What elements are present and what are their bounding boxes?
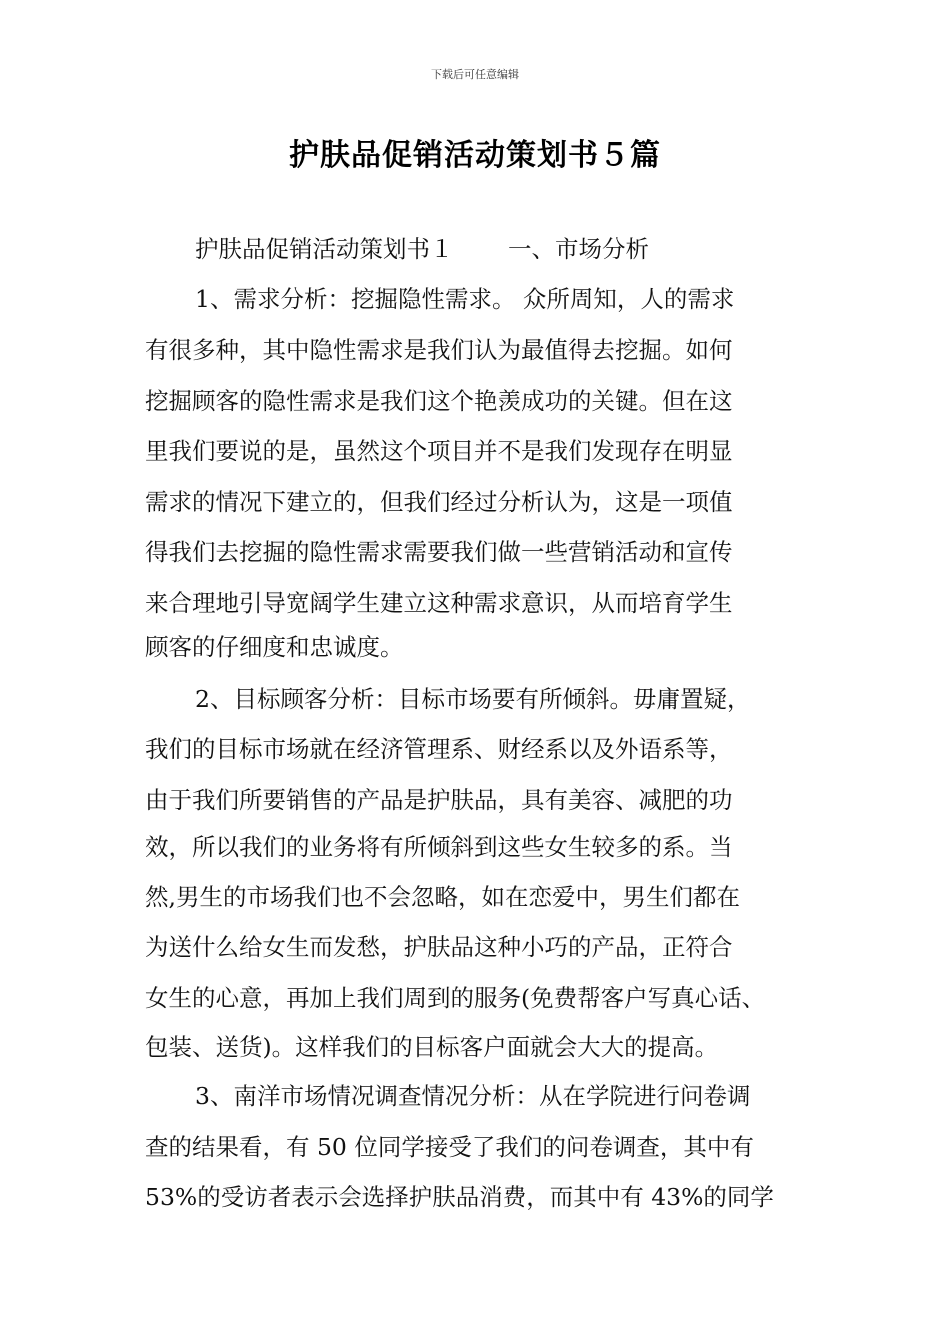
body-line: 里我们要说的是，虽然这个项目并不是我们发现存在明显 (145, 437, 733, 465)
body-line: 2、目标顾客分析：目标市场要有所倾斜。毋庸置疑， (195, 685, 751, 713)
body-line: 查的结果看，有 50 位同学接受了我们的问卷调查，其中有 (145, 1133, 754, 1161)
body-line: 女生的心意，再加上我们周到的服务(免费帮客户写真心话、 (145, 984, 766, 1012)
body-line: 效，所以我们的业务将有所倾斜到这些女生较多的系。当 (145, 833, 733, 861)
body-line: 顾客的仔细度和忠诚度。 (145, 633, 404, 661)
body-line: 护肤品促销活动策划书１ 一、市场分析 (195, 235, 649, 263)
body-line: 需求的情况下建立的，但我们经过分析认为，这是一项值 (145, 488, 733, 516)
document-title: 护肤品促销活动策划书５篇 (289, 138, 661, 173)
body-line: 3、南洋市场情况调查情况分析：从在学院进行问卷调 (195, 1082, 751, 1110)
body-line: 我们的目标市场就在经济管理系、财经系以及外语系等， (145, 735, 733, 763)
body-line: 有很多种，其中隐性需求是我们认为最值得去挖掘。如何 (145, 336, 733, 364)
body-line: 挖掘顾客的隐性需求是我们这个艳羡成功的关键。但在这 (145, 387, 733, 415)
body-line: 由于我们所要销售的产品是护肤品，具有美容、减肥的功 (145, 786, 733, 814)
body-line: 1、需求分析：挖掘隐性需求。 众所周知，人的需求 (195, 285, 735, 313)
body-line: 为送什么给女生而发愁，护肤品这种小巧的产品，正符合 (145, 933, 733, 961)
body-line: 来合理地引导宽阔学生建立这种需求意识，从而培育学生 (145, 589, 733, 617)
body-line: 得我们去挖掘的隐性需求需要我们做一些营销活动和宣传 (145, 538, 733, 566)
body-line: 然,男生的市场我们也不会忽略，如在恋爱中，男生们都在 (145, 883, 740, 911)
body-line: 包装、送货)。这样我们的目标客户面就会大大的提高。 (145, 1033, 719, 1061)
header-note: 下载后可任意编辑 (431, 68, 519, 81)
body-line: 53%的受访者表示会选择护肤品消费，而其中有 43%的同学 (145, 1183, 774, 1211)
